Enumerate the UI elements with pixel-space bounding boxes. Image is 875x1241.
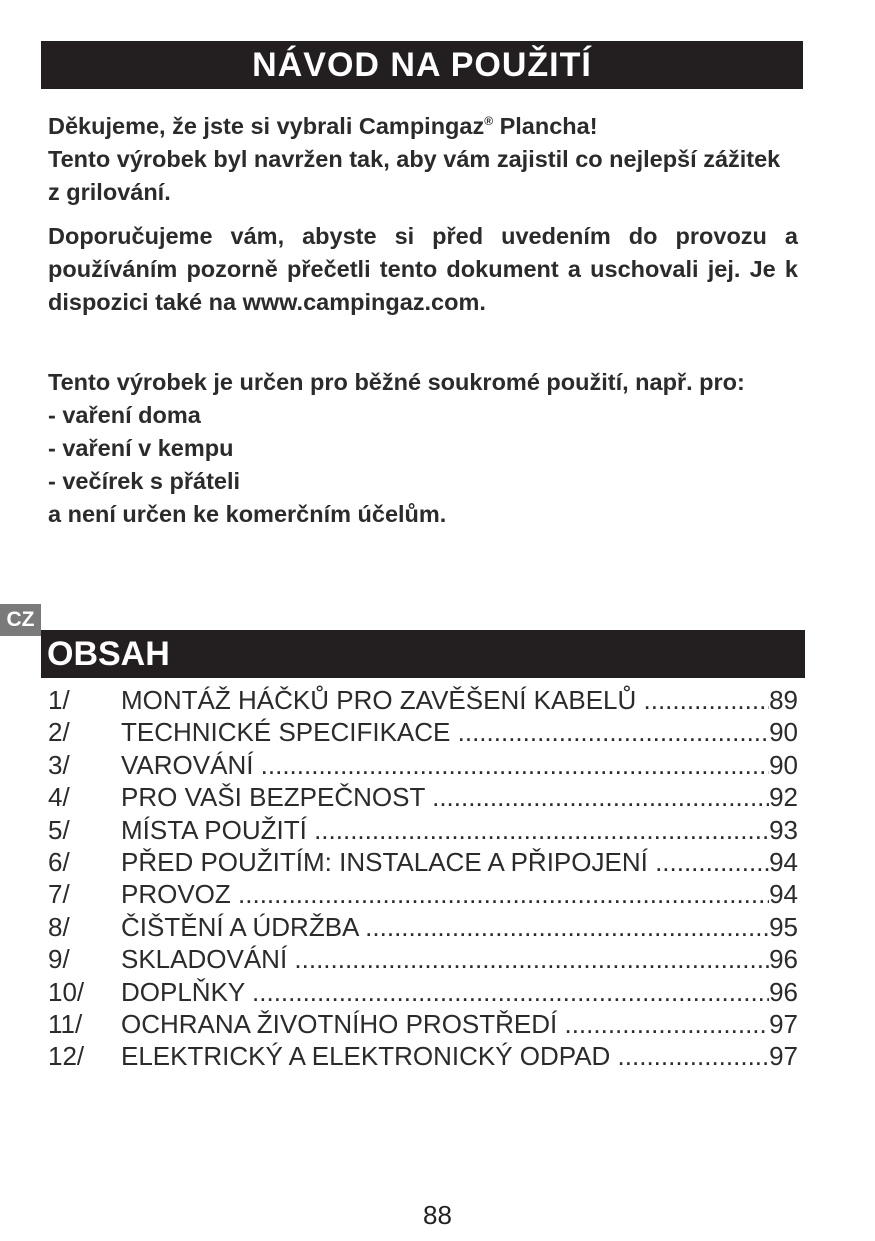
- thanks-line: [48, 110, 798, 143]
- toc-item[interactable]: [48, 846, 798, 878]
- toc-item-page: 92: [769, 782, 798, 813]
- toc-item-label: SKLADOVÁNÍ .....: [121, 943, 769, 975]
- toc-item-number: 6/: [48, 847, 70, 878]
- toc-item-number: 2/: [48, 717, 70, 748]
- toc-item-number: 12/: [48, 1041, 85, 1072]
- toc-item-label: VAROVÁNÍ .....: [121, 749, 769, 781]
- toc-item-label: PŘED POUŽITÍM: INSTALACE A PŘIPOJENÍ .....: [121, 846, 769, 878]
- intro-recommendation: Doporučujeme vám, abyste si před uvedením do provozu a používáním pozorně přečetli tento dokument a uschovali jej. Je k dispozici také na www.campingaz.com.: [48, 223, 798, 315]
- toc-item[interactable]: [48, 1008, 798, 1040]
- toc-item-label: MONTÁŽ HÁČKŮ PRO ZAVĚŠENÍ KABELŮ .....: [121, 684, 769, 716]
- toc-item-number: 8/: [48, 911, 70, 942]
- table-of-contents: [48, 684, 798, 1073]
- toc-item-number: 3/: [48, 749, 70, 780]
- toc-item[interactable]: [48, 943, 798, 975]
- toc-item-page: 93: [769, 814, 798, 845]
- toc-item-number: 1/: [48, 685, 70, 715]
- toc-item[interactable]: [48, 749, 798, 781]
- toc-item-number: 11/: [48, 1009, 83, 1040]
- toc-item-page: 95: [769, 911, 798, 942]
- toc-item-page: 97: [769, 1009, 798, 1040]
- toc-item-number: 10/: [48, 976, 85, 1007]
- usage-note: a není určen ke komerčním účelům.: [48, 501, 447, 527]
- toc-item-label: OCHRANA ŽIVOTNÍHO PROSTŘEDÍ .....: [121, 1008, 769, 1040]
- toc-item[interactable]: [48, 878, 798, 910]
- thanks-suffix: Plancha!: [493, 113, 598, 139]
- toc-item-label: TECHNICKÉ SPECIFIKACE .....: [121, 716, 769, 748]
- registered-mark: ®: [484, 114, 494, 128]
- toc-item[interactable]: [48, 1040, 798, 1072]
- usage-item: - vaření doma: [48, 402, 201, 428]
- toc-item-label: MÍSTA POUŽITÍ .....: [121, 814, 769, 846]
- toc-item[interactable]: [48, 814, 798, 846]
- toc-item-page: 97: [769, 1041, 798, 1072]
- usage-item: - večírek s přáteli: [48, 468, 241, 494]
- toc-item-page: 94: [769, 847, 798, 878]
- toc-item-label: ELEKTRICKÝ A ELEKTRONICKÝ ODPAD .....: [121, 1040, 769, 1072]
- toc-item-number: 9/: [48, 944, 70, 975]
- toc-item-label: ČIŠTĚNÍ A ÚDRŽBA .....: [121, 911, 769, 943]
- toc-item-number: 5/: [48, 814, 70, 845]
- toc-item-number: 4/: [48, 782, 70, 813]
- toc-item-page: 90: [769, 717, 798, 748]
- toc-item-page: 94: [769, 879, 798, 910]
- usage-intro: Tento výrobek je určen pro běžné soukromé použití, např. pro:: [48, 369, 745, 395]
- toc-item[interactable]: [48, 716, 798, 748]
- intro-usage: [48, 366, 798, 531]
- usage-item: - vaření v kempu: [48, 435, 234, 461]
- toc-item-label: PROVOZ .....: [121, 878, 769, 910]
- thanks-prefix: Děkujeme, že jste si vybrali Campingaz: [48, 113, 485, 139]
- page-title: NÁVOD NA POUŽITÍ: [41, 41, 803, 89]
- toc-item[interactable]: [48, 911, 798, 943]
- intro-thanks: [48, 110, 798, 209]
- page-number: 88: [423, 1200, 452, 1230]
- toc-item-page: 90: [769, 749, 798, 780]
- language-tab: CZ: [0, 604, 41, 636]
- toc-item-page: 96: [769, 944, 798, 975]
- toc-item[interactable]: [48, 781, 798, 813]
- toc-item-number: 7/: [48, 879, 70, 910]
- thanks-line-2: Tento výrobek byl navržen tak, aby vám zajistil co nejlepší zážitek z grilování.: [48, 146, 781, 205]
- toc-item-page: 96: [769, 976, 798, 1007]
- toc-item-label: DOPLŇKY .....: [121, 976, 769, 1008]
- toc-item-page: 89: [769, 685, 798, 715]
- toc-title: OBSAH: [41, 630, 805, 678]
- toc-item[interactable]: [48, 684, 798, 716]
- toc-item[interactable]: [48, 976, 798, 1008]
- toc-item-label: PRO VAŠI BEZPEČNOST .....: [121, 781, 769, 813]
